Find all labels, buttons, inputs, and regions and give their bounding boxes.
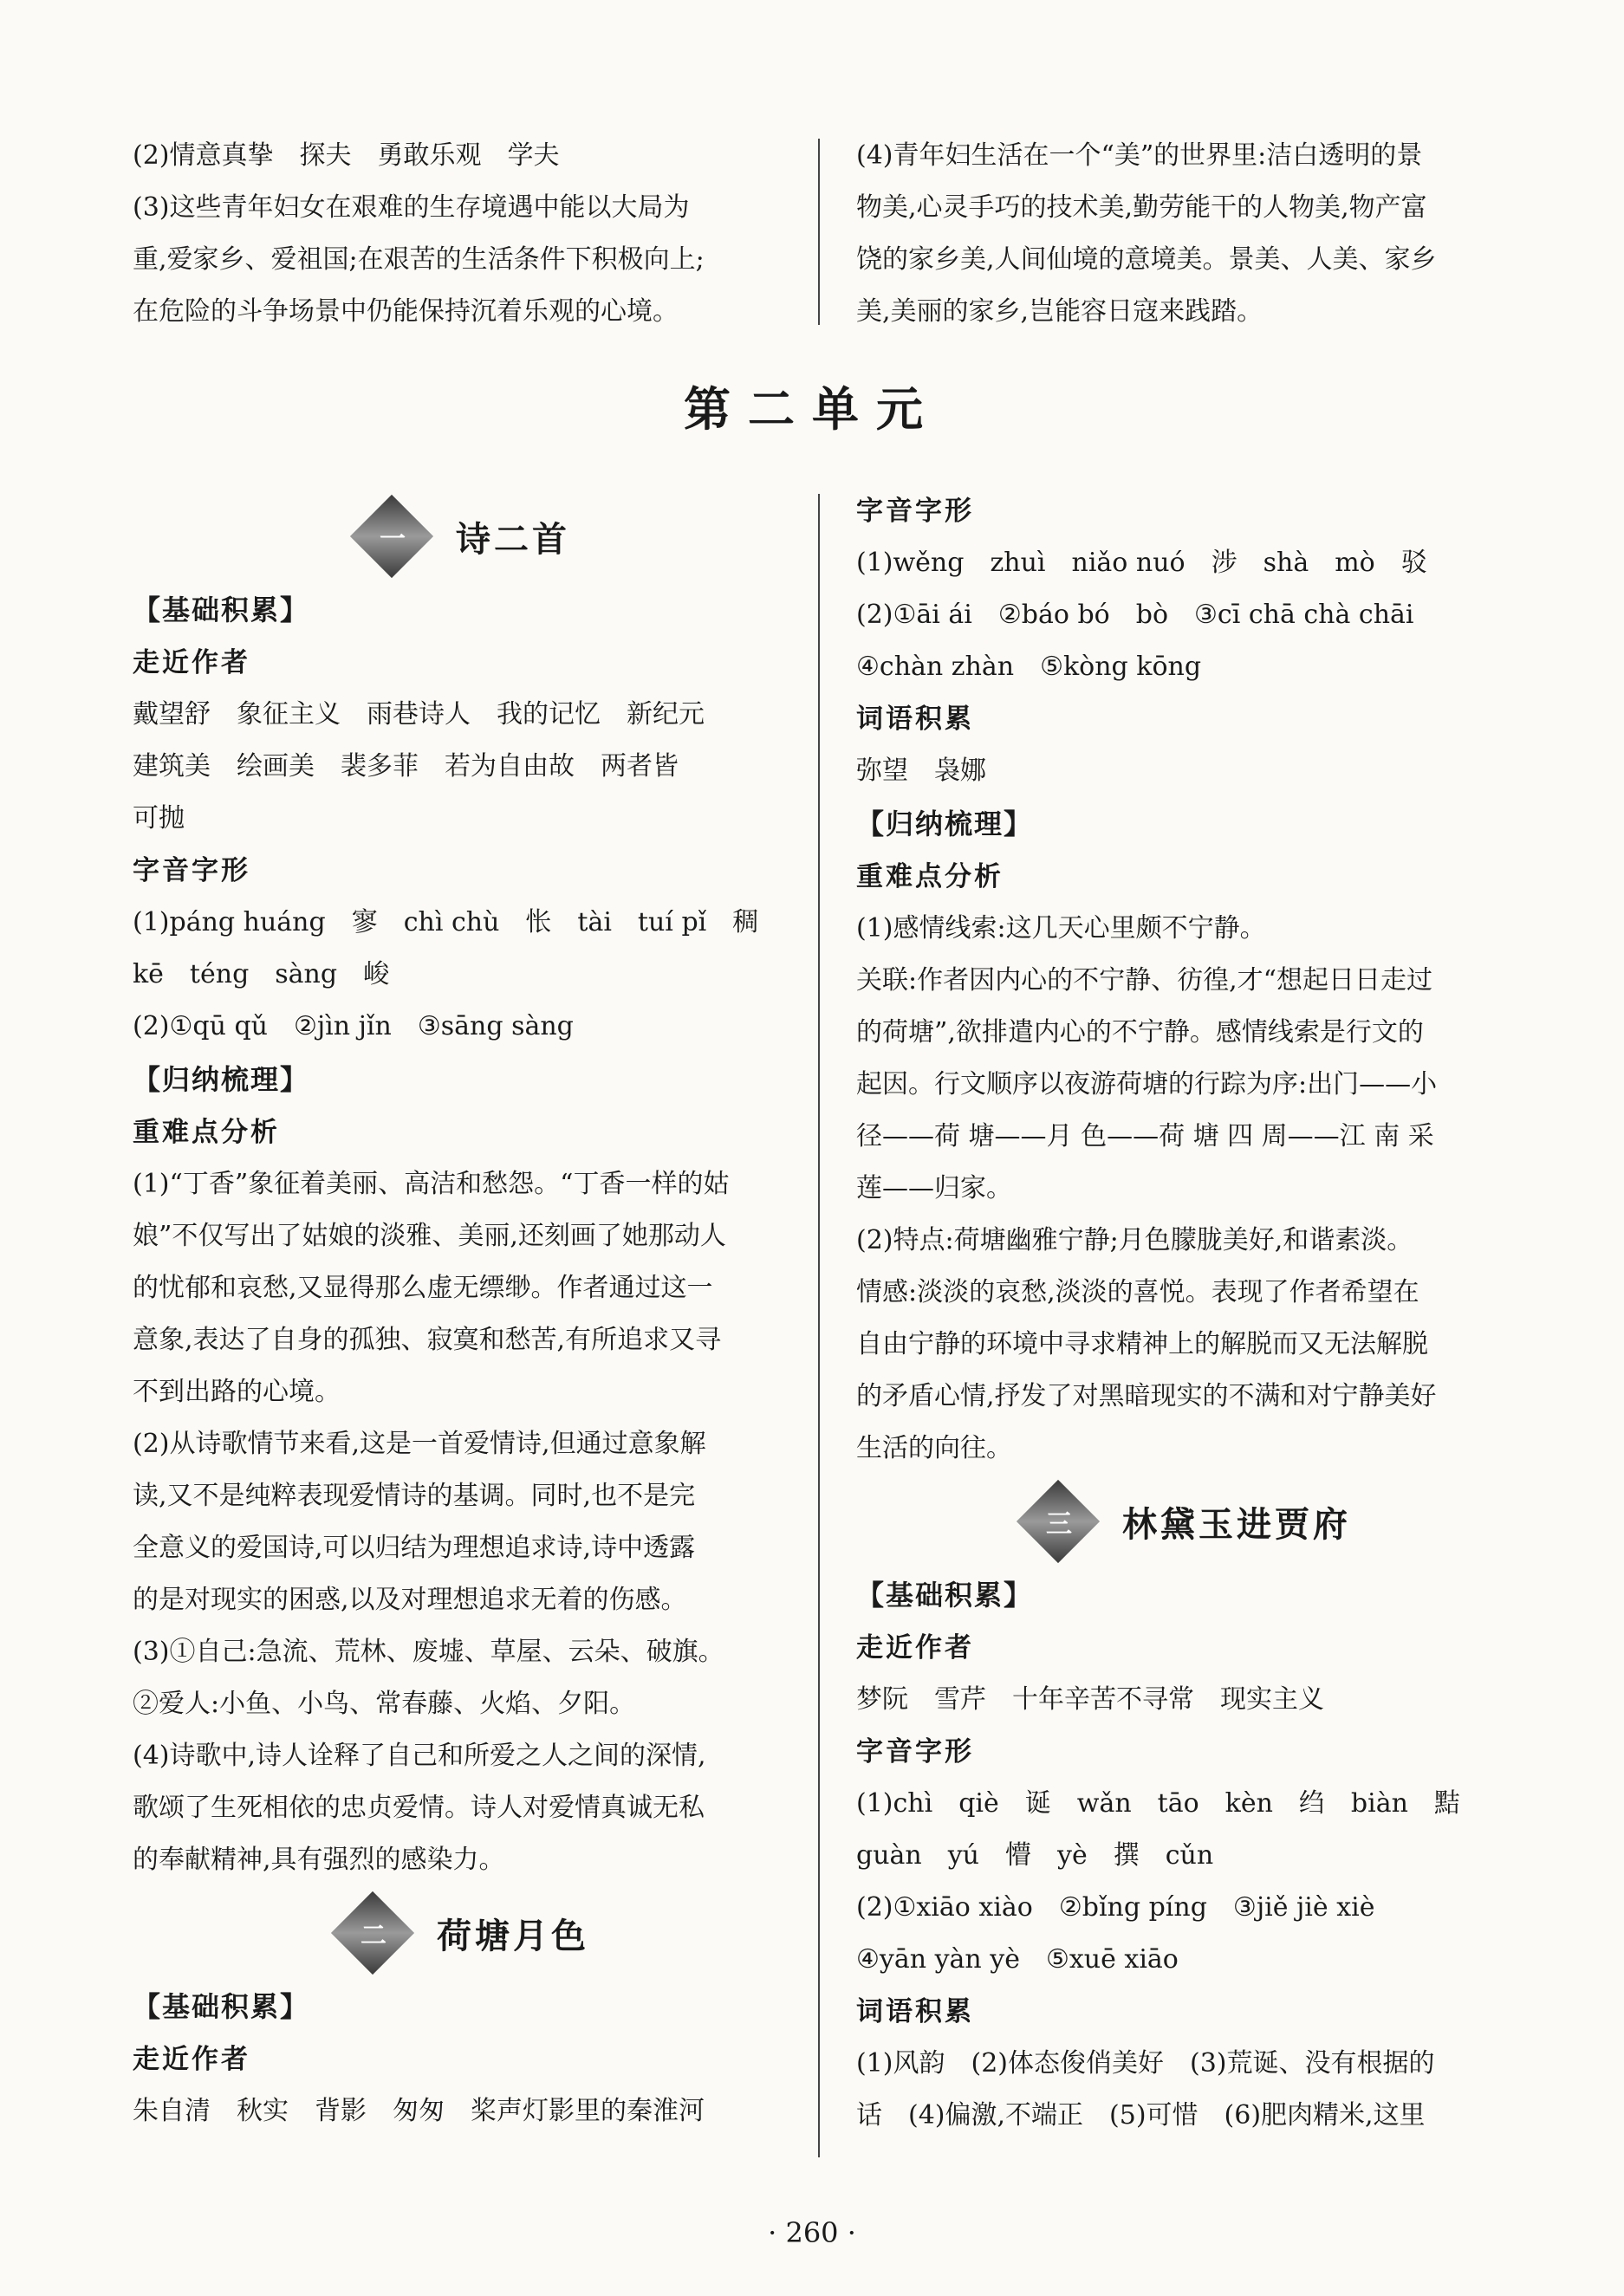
text-line: 的忧郁和哀愁,又显得那么虚无缥缈。作者通过这一 (133, 1273, 713, 1303)
top-right-column (856, 130, 1523, 338)
heading: 字音字形 (133, 855, 250, 886)
text-line: (3)这些青年妇女在艰难的生存境遇中能以大局为 (133, 192, 690, 223)
text-line: 的矛盾心情,抒发了对黑暗现实的不满和对宁静美好 (856, 1381, 1437, 1411)
text-line: (3)①自己:急流、荒林、废墟、草屋、云朵、破旗。 (133, 1637, 724, 1667)
text-line: 的是对现实的困惑,以及对理想追求无着的伤感。 (133, 1585, 687, 1615)
text-line: 关联:作者因内心的不宁静、彷徨,才“想起日日走过 (856, 965, 1432, 996)
text-line: 建筑美 绘画美 裴多菲 若为自由故 两者皆 (133, 751, 679, 782)
subsection-heading: 【归纳梳理】 (856, 807, 1034, 840)
text-line: 歌颂了生死相依的忠贞爱情。诗人对爱情真诚无私 (133, 1793, 705, 1823)
heading: 走近作者 (133, 2044, 250, 2075)
subsection-heading: 【归纳梳理】 (133, 1063, 310, 1096)
text-line: 物美,心灵手巧的技术美,勤劳能干的人物美,物产富 (856, 192, 1427, 223)
text-line: 起因。行文顺序以夜游荷塘的行踪为序:出门——小 (856, 1069, 1438, 1099)
heading: 重难点分析 (133, 1117, 280, 1148)
right-column (856, 485, 1523, 2142)
text-line: kē téng sàng 峻 (133, 959, 390, 989)
text-line: 意象,表达了自身的孤独、寂寞和愁苦,有所追求又寻 (133, 1325, 722, 1355)
text-line: (2)从诗歌情节来看,这是一首爱情诗,但通过意象解 (133, 1429, 706, 1459)
subsection-heading: 【基础积累】 (133, 1990, 310, 2023)
text-line: 自由宁静的环境中寻求精神上的解脱而又无法解脱 (856, 1329, 1428, 1359)
text-line: 重,爱家乡、爱祖国;在艰苦的生活条件下积极向上; (133, 244, 705, 275)
text-line: 美,美丽的家乡,岂能容日寇来践踏。 (856, 296, 1263, 327)
heading: 重难点分析 (856, 861, 1004, 892)
text-line: (1)páng huáng 寥 chì chù 怅 tài tuí pǐ 稠 (133, 907, 759, 937)
section-header-lin-daiyu (856, 1475, 1523, 1568)
text-line: 情感:淡淡的哀愁,淡淡的喜悦。表现了作者希望在 (856, 1277, 1419, 1307)
text-line: (2)①xiāo xiào ②bǐng píng ③jiě jiè xiè (856, 1892, 1375, 1923)
subsection-heading: 【基础积累】 (856, 1579, 1034, 1612)
text-line: 全意义的爱国诗,可以归结为理想追求诗,诗中透露 (133, 1533, 696, 1563)
text-line: (1)chì qiè 诞 wǎn tāo kèn 绉 biàn 黠 (856, 1788, 1460, 1819)
section-number-badge: 二 (331, 1891, 414, 1975)
text-line: (1)风韵 (2)体态俊俏美好 (3)荒诞、没有根据的 (856, 2048, 1435, 2079)
section-header-poems (133, 490, 800, 583)
text-line: 的奉献精神,具有强烈的感染力。 (133, 1845, 505, 1875)
text-line: 朱自清 秋实 背影 匆匆 桨声灯影里的秦淮河 (133, 2096, 705, 2126)
text-line: 弥望 袅娜 (856, 756, 986, 786)
section-number-badge: 三 (1017, 1480, 1100, 1563)
text-line: (2)①qū qǔ ②jìn jǐn ③sāng sàng (133, 1011, 574, 1041)
heading: 词语积累 (856, 1996, 974, 2027)
text-line: 娘”不仅写出了姑娘的淡雅、美丽,还刻画了她那动人 (133, 1221, 726, 1251)
section-title: 荷塘月色 (437, 1916, 589, 1956)
text-line: guàn yú 懵 yè 撰 cǔn (856, 1840, 1214, 1871)
subsection-heading: 【基础积累】 (133, 593, 310, 626)
text-line: (2)情意真挚 探夫 勇敢乐观 学夫 (133, 140, 560, 171)
page-number: · 260 · (768, 2216, 856, 2249)
text-line: 莲——归家。 (856, 1173, 1012, 1203)
heading: 字音字形 (856, 496, 974, 527)
heading: 走近作者 (133, 647, 250, 678)
text-line: (1)“丁香”象征着美丽、高洁和愁怨。“丁香一样的姑 (133, 1169, 730, 1199)
section-title: 诗二首 (456, 519, 570, 560)
text-line: (4)诗歌中,诗人诠释了自己和所爱之人之间的深情, (133, 1741, 706, 1771)
text-line: 径——荷 塘——月 色——荷 塘 四 周——江 南 采 (856, 1121, 1434, 1151)
text-line: (1)感情线索:这几天心里颇不宁静。 (856, 913, 1266, 944)
text-line: ②爱人:小鱼、小鸟、常春藤、火焰、夕阳。 (133, 1689, 636, 1719)
text-line: (1)wěng zhuì niǎo nuó 涉 shà mò 驳 (856, 548, 1427, 578)
text-line: ④chàn zhàn ⑤kòng kōng (856, 652, 1202, 682)
unit-title: 第二单元 (684, 382, 940, 437)
text-line: 饶的家乡美,人间仙境的意境美。景美、人美、家乡 (856, 244, 1437, 275)
text-line: 梦阮 雪芹 十年辛苦不寻常 现实主义 (856, 1684, 1324, 1715)
column-divider-main (818, 494, 820, 2157)
heading: 字音字形 (856, 1736, 974, 1767)
text-line: 可抛 (133, 803, 185, 833)
text-line: 的荷塘”,欲排遣内心的不宁静。感情线索是行文的 (856, 1017, 1424, 1047)
section-number-badge: 一 (350, 495, 433, 578)
left-column (133, 490, 800, 2137)
text-line: 戴望舒 象征主义 雨巷诗人 我的记忆 新纪元 (133, 699, 705, 730)
text-line: 生活的向往。 (856, 1433, 1012, 1463)
text-line: 不到出路的心境。 (133, 1377, 341, 1407)
heading: 词语积累 (856, 704, 974, 735)
text-line: 读,又不是纯粹表现爱情诗的基调。同时,也不是完 (133, 1481, 696, 1511)
text-line: 话 (4)偏激,不端正 (5)可惜 (6)肥肉精米,这里 (856, 2100, 1426, 2131)
column-divider-top (818, 139, 820, 325)
text-line: (2)特点:荷塘幽雅宁静;月色朦胧美好,和谐素淡。 (856, 1225, 1413, 1255)
text-line: (2)①āi ái ②báo bó bò ③cī chā chà chāi (856, 600, 1414, 630)
heading: 走近作者 (856, 1632, 974, 1664)
text-line: 在危险的斗争场景中仍能保持沉着乐观的心境。 (133, 296, 679, 327)
top-left-column (133, 130, 800, 338)
section-header-moonlight (133, 1886, 800, 1980)
section-title: 林黛玉进贾府 (1122, 1504, 1351, 1545)
text-line: ④yān yàn yè ⑤xuē xiāo (856, 1944, 1179, 1975)
text-line: (4)青年妇生活在一个“美”的世界里:洁白透明的景 (856, 140, 1423, 171)
